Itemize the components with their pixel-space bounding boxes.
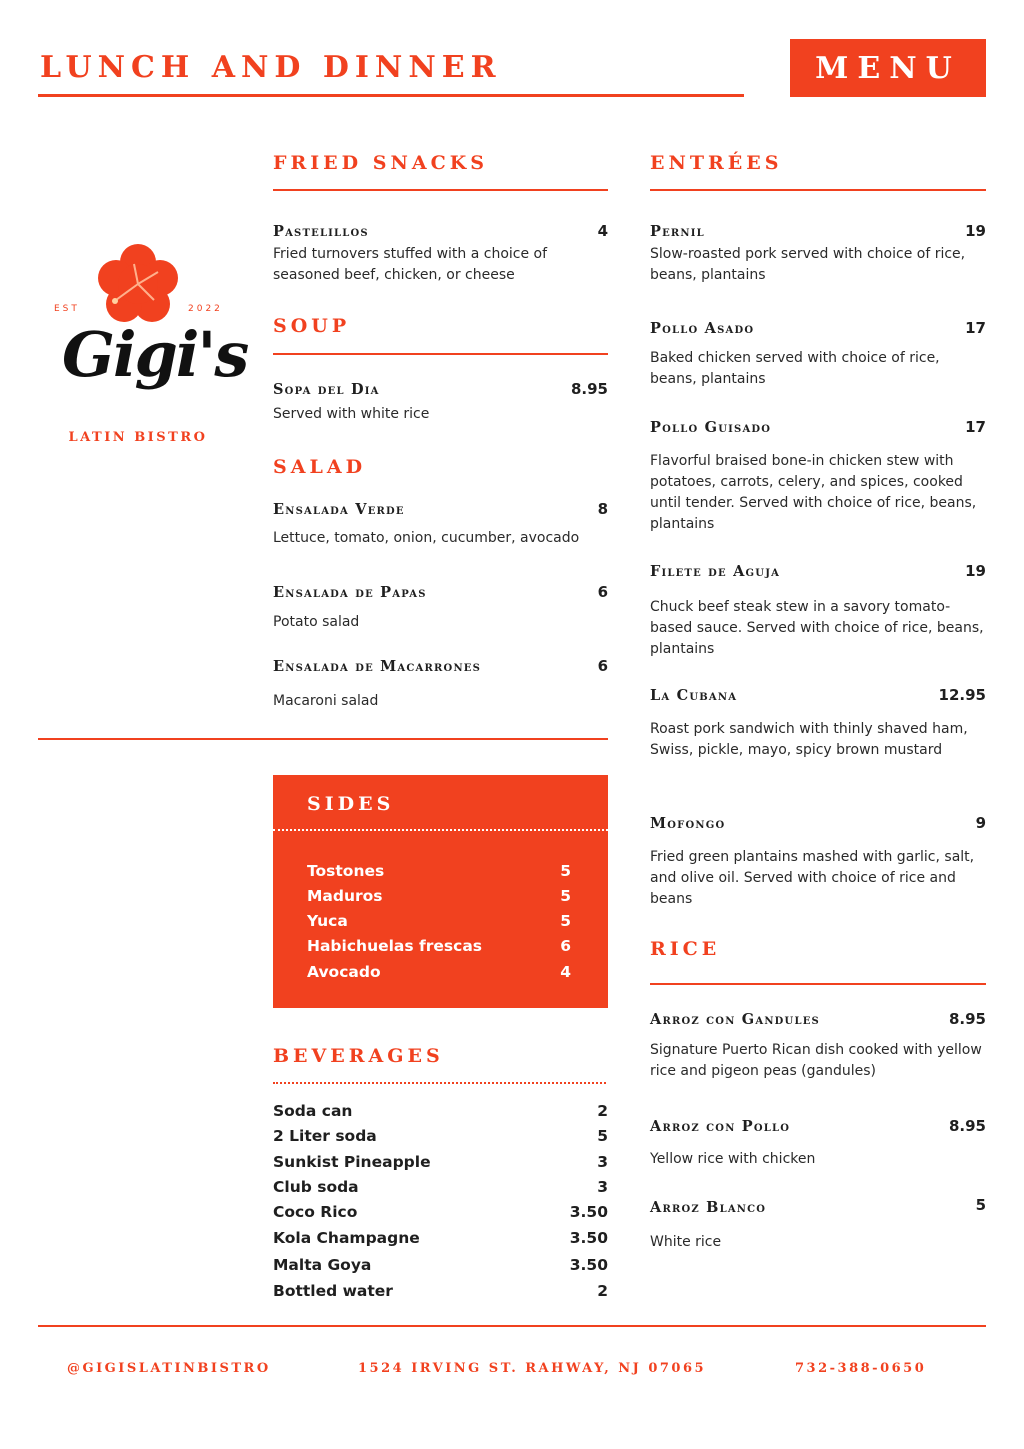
- menu-item-price: 8.95: [948, 1117, 986, 1135]
- sides-panel: [273, 775, 608, 1008]
- menu-item-description: Served with white rice: [273, 406, 430, 422]
- left-column-divider: [38, 738, 608, 740]
- header-divider: [38, 94, 744, 97]
- beverage-item: [273, 1127, 608, 1145]
- section-divider: [650, 189, 986, 191]
- beverage-price: 5: [597, 1127, 608, 1145]
- menu-item: [650, 319, 986, 390]
- menu-item-name: Pernil: [650, 223, 705, 240]
- section-title-salad: SALAD: [273, 456, 367, 478]
- menu-item-price: 19: [965, 222, 986, 240]
- side-item-price: 5: [560, 912, 571, 930]
- beverage-name: 2 Liter soda: [273, 1127, 377, 1145]
- side-item-price: 5: [560, 862, 571, 880]
- side-item-name: Tostones: [307, 862, 385, 880]
- beverage-item: [273, 1153, 608, 1171]
- menu-item-description: Baked chicken served with choice of rice, beans, plantains: [650, 350, 940, 387]
- menu-item: [273, 380, 608, 425]
- menu-item: [273, 500, 608, 549]
- side-item-price: 6: [560, 937, 571, 955]
- footer-social-handle: @GIGISLATINBISTRO: [67, 1361, 271, 1376]
- beverage-name: Club soda: [273, 1178, 359, 1196]
- beverage-name: Coco Rico: [273, 1203, 358, 1221]
- menu-item: [650, 222, 986, 286]
- beverage-name: Malta Goya: [273, 1256, 372, 1274]
- menu-badge: [790, 39, 986, 97]
- menu-item-name: Filete de Aguja: [650, 563, 781, 580]
- menu-item-name: Pollo Guisado: [650, 419, 772, 436]
- menu-item-name: Sopa del Dia: [273, 381, 380, 398]
- logo-script-name: Gigi's: [62, 318, 248, 391]
- menu-item-description: Fried turnovers stuffed with a choice of seasoned beef, chicken, or cheese: [273, 246, 548, 283]
- beverage-price: 2: [597, 1282, 608, 1300]
- beverage-price: 2: [597, 1102, 608, 1120]
- menu-item-name: Ensalada Verde: [273, 501, 405, 518]
- menu-header-title: LUNCH AND DINNER: [40, 50, 502, 85]
- section-title-soup: SOUP: [273, 315, 351, 337]
- menu-item-description: Potato salad: [273, 614, 360, 630]
- beverage-item: [273, 1178, 608, 1196]
- menu-item-name: Ensalada de Papas: [273, 584, 427, 601]
- menu-item-price: 12.95: [938, 686, 986, 704]
- logo-subtitle: LATIN BISTRO: [68, 430, 208, 445]
- menu-item-price: 8.95: [948, 1010, 986, 1028]
- section-title-beverages: BEVERAGES: [273, 1045, 444, 1067]
- menu-item-name: La Cubana: [650, 687, 738, 704]
- side-item: [307, 963, 571, 981]
- beverage-item: [273, 1282, 608, 1300]
- menu-item-name: Ensalada de Macarrones: [273, 658, 482, 675]
- menu-item-price: 6: [597, 583, 608, 601]
- menu-item: [273, 222, 608, 286]
- logo-est-label: EST: [54, 304, 80, 314]
- section-title-fried-snacks: FRIED SNACKS: [273, 152, 488, 174]
- menu-item-description: White rice: [650, 1234, 722, 1250]
- menu-item-price: 8.95: [570, 380, 608, 398]
- side-item-name: Habichuelas frescas: [307, 937, 483, 955]
- menu-item-price: 4: [597, 222, 608, 240]
- menu-item-description: Flavorful braised bone-in chicken stew with potatoes, carrots, celery, and spices, cooked until tender. Served with choice of rice, beans, plantains: [650, 453, 977, 532]
- menu-item-description: Signature Puerto Rican dish cooked with yellow rice and pigeon peas (gandules): [650, 1042, 982, 1079]
- section-divider: [273, 189, 608, 191]
- beverages-divider: [273, 1082, 606, 1084]
- menu-item-name: Arroz con Pollo: [650, 1118, 791, 1135]
- side-item: [307, 887, 571, 905]
- menu-badge-label: MENU: [815, 50, 961, 86]
- menu-item-description: Lettuce, tomato, onion, cucumber, avocado: [273, 530, 580, 546]
- menu-item-description: Chuck beef steak stew in a savory tomato-based sauce. Served with choice of rice, beans, plantains: [650, 599, 984, 657]
- beverage-price: 3.50: [569, 1229, 608, 1247]
- menu-item: [650, 814, 986, 910]
- menu-item-price: 6: [597, 657, 608, 675]
- menu-item-price: 17: [965, 319, 986, 337]
- logo-year-label: 2022: [188, 304, 223, 314]
- menu-item-price: 19: [965, 562, 986, 580]
- menu-item-name: Pollo Asado: [650, 320, 755, 337]
- side-item-price: 4: [560, 963, 571, 981]
- beverage-name: Soda can: [273, 1102, 353, 1120]
- beverage-price: 3.50: [569, 1203, 608, 1221]
- menu-item-price: 9: [975, 814, 986, 832]
- menu-item-name: Mofongo: [650, 815, 726, 832]
- menu-item-price: 17: [965, 418, 986, 436]
- menu-item: [650, 418, 986, 535]
- side-item-price: 5: [560, 887, 571, 905]
- section-title-entrees: ENTRÉES: [650, 152, 783, 174]
- footer-divider: [38, 1325, 986, 1327]
- menu-item-name: Arroz con Gandules: [650, 1011, 820, 1028]
- menu-item-price: 5: [975, 1196, 986, 1214]
- beverage-item: [273, 1102, 608, 1120]
- menu-item: [650, 1010, 986, 1082]
- side-item-name: Avocado: [307, 963, 381, 981]
- menu-item-description: Fried green plantains mashed with garlic, salt, and olive oil. Served with choice of rice and beans: [650, 849, 975, 907]
- beverage-name: Kola Champagne: [273, 1229, 420, 1247]
- menu-item-description: Macaroni salad: [273, 693, 379, 709]
- beverage-item: [273, 1229, 608, 1247]
- menu-item: [273, 657, 608, 712]
- sides-divider: [273, 829, 608, 831]
- menu-item: [650, 686, 986, 761]
- side-item: [307, 937, 571, 955]
- menu-item-description: Roast pork sandwich with thinly shaved ham, Swiss, pickle, mayo, spicy brown mustard: [650, 721, 968, 758]
- footer-address: 1524 IRVING ST. RAHWAY, NJ 07065: [358, 1361, 707, 1376]
- menu-item: [650, 1117, 986, 1170]
- section-divider: [273, 353, 608, 355]
- beverage-item: [273, 1203, 608, 1221]
- menu-item: [650, 562, 986, 660]
- menu-item-name: Arroz Blanco: [650, 1199, 767, 1216]
- menu-item-description: Slow-roasted pork served with choice of rice, beans, plantains: [650, 246, 966, 283]
- side-item: [307, 912, 571, 930]
- menu-item-description: Yellow rice with chicken: [650, 1151, 816, 1167]
- footer-phone: 732-388-0650: [795, 1361, 927, 1376]
- menu-item: [273, 583, 608, 633]
- menu-item-price: 8: [597, 500, 608, 518]
- side-item: [307, 862, 571, 880]
- section-divider: [650, 983, 986, 985]
- beverage-name: Bottled water: [273, 1282, 393, 1300]
- beverage-price: 3.50: [569, 1256, 608, 1274]
- beverage-item: [273, 1256, 608, 1274]
- side-item-name: Maduros: [307, 887, 383, 905]
- beverage-price: 3: [597, 1153, 608, 1171]
- side-item-name: Yuca: [307, 912, 348, 930]
- menu-item-name: Pastelillos: [273, 223, 369, 240]
- menu-item: [650, 1196, 986, 1253]
- section-title-rice: RICE: [650, 938, 721, 960]
- beverage-price: 3: [597, 1178, 608, 1196]
- beverage-name: Sunkist Pineapple: [273, 1153, 431, 1171]
- section-title-sides: SIDES: [307, 793, 395, 815]
- hibiscus-flower-icon: [96, 242, 180, 326]
